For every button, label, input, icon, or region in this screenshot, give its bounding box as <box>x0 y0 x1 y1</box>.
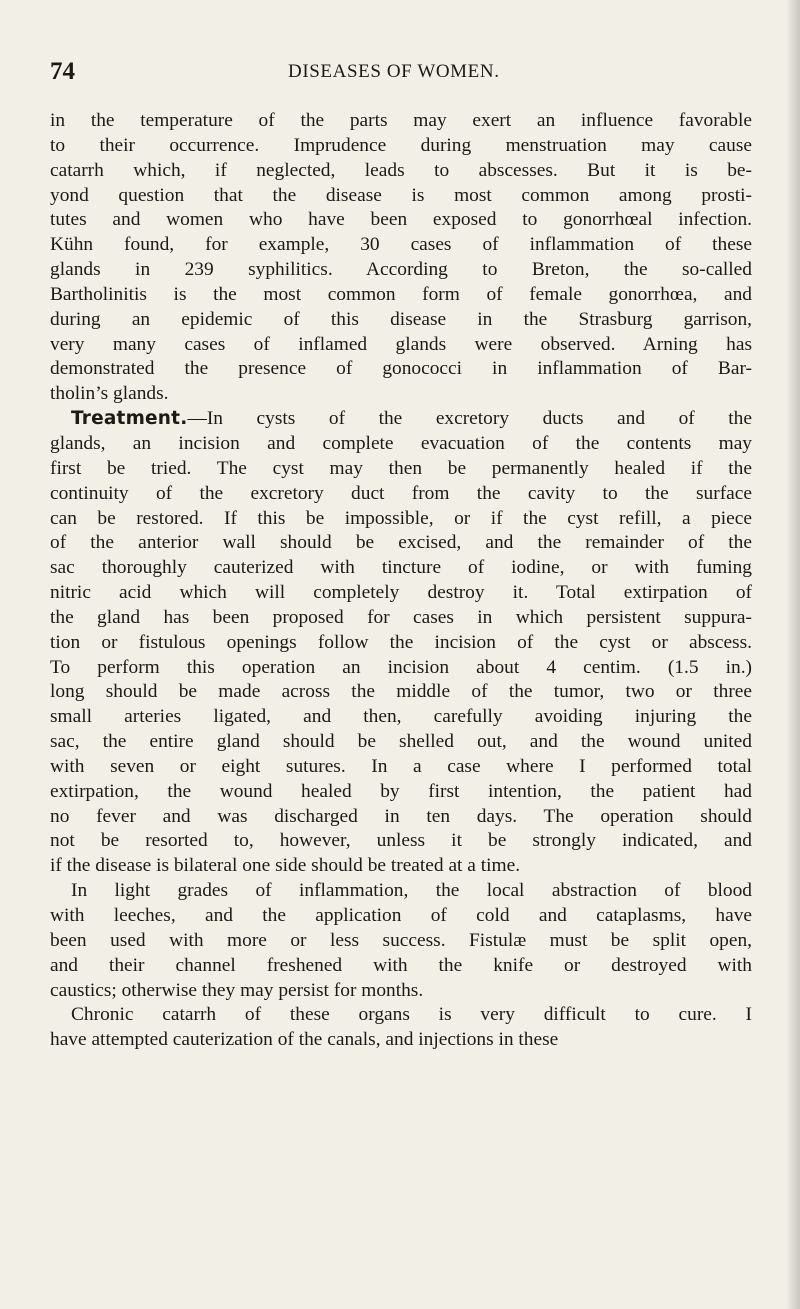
line-text: Kühn found, for example, 30 cases of inflammation of these <box>50 234 752 256</box>
line-text: can be restored. If this be impossible, or if the cyst refill, a piece <box>50 507 752 529</box>
page-number: 74 <box>50 58 75 85</box>
text-line <box>50 382 752 407</box>
line-text: yond question that the disease is most common among prosti- <box>50 184 752 206</box>
text-line <box>50 109 752 134</box>
page-header <box>50 58 750 88</box>
text-line <box>50 531 752 556</box>
line-text: tion or fistulous openings follow the incision of the cyst or abscess. <box>50 631 752 653</box>
text-line <box>50 631 752 656</box>
text-line <box>50 482 752 507</box>
page-edge-shadow <box>786 0 800 1309</box>
text-line <box>50 606 752 631</box>
line-text: Bartholinitis is the most common form of female gonorrhœa, and <box>50 283 752 305</box>
line-text: caustics; otherwise they may persist for months. <box>50 979 424 1001</box>
text-line <box>50 780 752 805</box>
text-line <box>50 1003 752 1028</box>
text-line <box>50 233 752 258</box>
text-line <box>50 879 752 904</box>
running-head: DISEASES OF WOMEN. <box>288 61 500 82</box>
text-line <box>50 333 752 358</box>
line-text: with leeches, and the application of cold and cataplasms, have <box>50 905 752 926</box>
line-text: catarrh which, if neglected, leads to abscesses. But it is be- <box>50 159 752 181</box>
text-line <box>50 680 752 705</box>
line-text: have attempted cauterization of the canals, and injections in these <box>50 1029 559 1051</box>
text-line <box>50 929 752 954</box>
text-line <box>50 159 752 184</box>
paragraph <box>50 109 752 407</box>
line-text: —In cysts of the excretory ducts and of the <box>187 408 752 430</box>
line-text: first be tried. The cyst may then be permanently healed if the <box>50 457 752 479</box>
line-text: of the anterior wall should be excised, and the remainder of the <box>50 532 752 554</box>
text-line <box>50 705 752 730</box>
line-text: nitric acid which will completely destroy it. Total extirpation of <box>50 582 752 604</box>
text-line <box>50 258 752 283</box>
line-text: continuity of the excretory duct from the cavity to the surface <box>50 482 752 504</box>
line-text: and their channel freshened with the knife or destroyed with <box>50 954 752 976</box>
text-line <box>50 432 752 457</box>
text-line <box>50 308 752 333</box>
line-text: not be resorted to, however, unless it be strongly indicated, and <box>50 830 752 852</box>
line-text: glands, an incision and complete evacuation of the contents may <box>50 432 752 454</box>
text-line <box>50 854 752 879</box>
paragraph <box>50 1003 752 1053</box>
line-text: during an epidemic of this disease in the Strasburg garrison, <box>50 308 752 330</box>
line-text: In light grades of inflammation, the local abstraction of blood <box>71 880 752 902</box>
line-text: in the temperature of the parts may exert an influence favorable <box>50 110 752 131</box>
text-line <box>50 979 752 1004</box>
text-line <box>50 755 752 780</box>
text-line <box>50 407 752 432</box>
line-text: sac thoroughly cauterized with tincture of iodine, or with fuming <box>50 557 752 579</box>
text-line <box>50 184 752 209</box>
line-text: been used with more or less success. Fistulæ must be split open, <box>50 929 752 951</box>
text-line <box>50 829 752 854</box>
line-text: if the disease is bilateral one side should be treated at a time. <box>50 855 521 877</box>
line-text: to their occurrence. Imprudence during menstruation may cause <box>50 134 752 156</box>
line-text: the gland has been proposed for cases in which persistent suppura- <box>50 606 752 628</box>
text-line <box>50 805 752 830</box>
text-line <box>50 357 752 382</box>
text-line <box>50 556 752 581</box>
text-line <box>50 1028 752 1053</box>
line-text: sac, the entire gland should be shelled out, and the wound united <box>50 731 752 753</box>
line-text: demonstrated the presence of gonococci in inflammation of Bar- <box>50 358 752 380</box>
line-text: very many cases of inflamed glands were observed. Arning has <box>50 333 752 355</box>
line-text: Chronic catarrh of these organs is very difficult to cure. I <box>71 1004 752 1026</box>
line-text: small arteries ligated, and then, carefully avoiding injuring the <box>50 706 752 728</box>
text-line <box>50 581 752 606</box>
line-text: tutes and women who have been exposed to gonorrhœal infection. <box>50 209 752 231</box>
body-text <box>50 109 752 1053</box>
text-line <box>50 283 752 308</box>
line-text: long should be made across the middle of the tumor, two or three <box>50 681 752 703</box>
line-text: To perform this operation an incision about 4 centim. (1.5 in.) <box>50 656 752 678</box>
line-text: extirpation, the wound healed by first intention, the patient had <box>50 780 752 802</box>
line-text: no fever and was discharged in ten days. The operation should <box>50 805 752 827</box>
text-line <box>50 208 752 233</box>
text-line <box>50 656 752 681</box>
text-line <box>50 904 752 929</box>
section-sidehead: Treatment. <box>71 408 188 430</box>
text-line <box>50 507 752 532</box>
text-line <box>50 730 752 755</box>
text-line <box>50 457 752 482</box>
text-line <box>50 954 752 979</box>
line-text: tholin’s glands. <box>50 383 169 405</box>
line-text: with seven or eight sutures. In a case where I performed total <box>50 755 752 777</box>
paragraph <box>50 407 752 879</box>
paragraph <box>50 879 752 1003</box>
text-line <box>50 134 752 159</box>
line-text: glands in 239 syphilitics. According to Breton, the so-called <box>50 259 752 281</box>
